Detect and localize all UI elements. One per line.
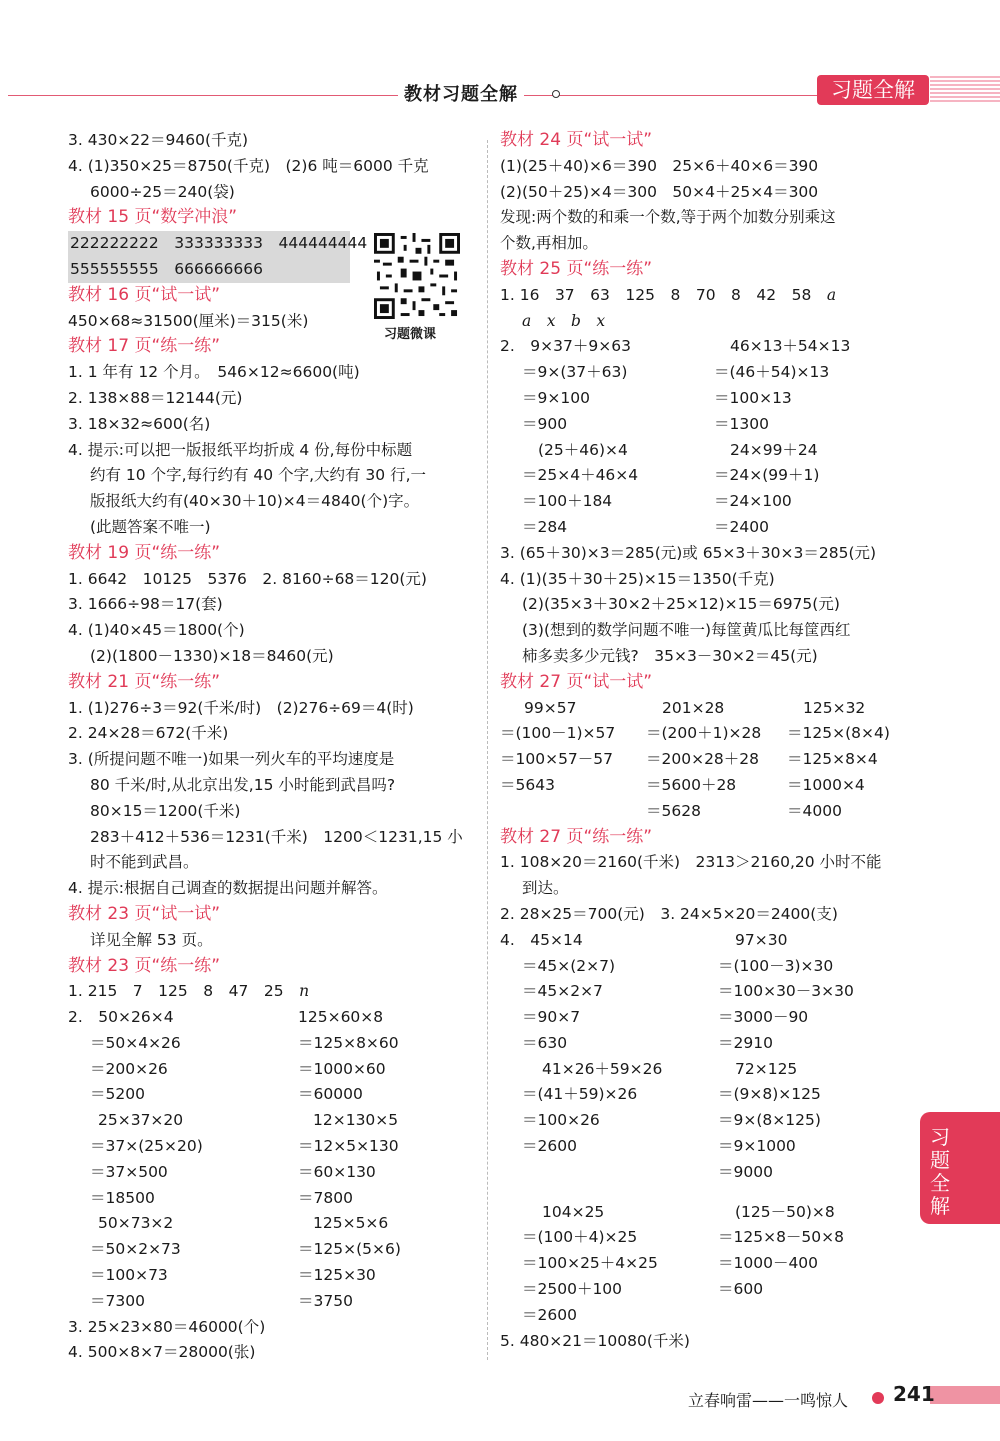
calc-row — [500, 1225, 910, 1251]
calc-right: ＝600 — [718, 1280, 764, 1299]
calc-left: ＝9×100 — [522, 388, 590, 407]
calc-row — [68, 1289, 478, 1315]
highlight-line: 555555555 666666666 — [68, 257, 350, 283]
calc-right: ＝100×30－3×30 — [718, 982, 854, 1001]
variable-n: n — [299, 982, 310, 1001]
answer-line: 1. 108×20＝2160(千米) 2313＞2160,20 小时不能 — [500, 853, 882, 872]
calc-row — [500, 463, 910, 489]
calc-row — [68, 1263, 478, 1289]
answer-line: 时不能到武昌。 — [90, 853, 199, 872]
calc-col1: ＝(100－1)×57 — [500, 724, 616, 743]
calc-row — [500, 1303, 910, 1329]
answer-line: 3. 18×32≈600(名) — [68, 414, 211, 433]
footer-bar — [930, 1386, 1000, 1404]
calc-right: ＝125×8－50×8 — [718, 1228, 845, 1247]
answer-line: 80×15＝1200(千米) — [90, 801, 241, 820]
variable-row: a x b x — [522, 311, 606, 330]
calc-row — [68, 1134, 478, 1160]
answer-line: 4. (1)350×25＝8750(千克) (2)6 吨＝6000 千克 — [68, 156, 429, 175]
answer-line — [68, 979, 478, 1005]
answer-line: 4. (1)(35＋30＋25)×15＝1350(千克) — [500, 569, 775, 588]
answer-line: 约有 10 个字,每行约有 40 个字,大约有 30 行,一 — [90, 466, 427, 485]
answer-line: (2)(1800－1330)×18＝8460(元) — [90, 646, 334, 665]
calc-right: ＝12×5×130 — [298, 1137, 399, 1156]
calc-row — [68, 1005, 478, 1031]
calc-left: ＝2600 — [522, 1137, 577, 1156]
answer-line — [500, 283, 910, 309]
section-heading: 教材 15 页“数学冲浪” — [68, 207, 238, 228]
calc-left: ＝37×500 — [90, 1162, 168, 1181]
calc-left: 2. 9×37＋9×63 — [500, 337, 631, 356]
answer-line: 4. 提示:根据自己调查的数据提出问题并解答。 — [68, 879, 388, 898]
section-heading: 教材 16 页“试一试” — [68, 284, 221, 305]
calc-right: 46×13＋54×13 — [730, 337, 851, 356]
answer-line: (1)(25＋40)×6＝390 25×6＋40×6＝390 — [500, 156, 819, 175]
answer-line: 3. (所提问题不唯一)如果一列火车的平均速度是 — [68, 750, 395, 769]
calc-left: ＝2600 — [522, 1305, 577, 1324]
calc-left: ＝7300 — [90, 1291, 145, 1310]
calc-right: ＝2400 — [714, 517, 769, 536]
calc-row — [68, 1031, 478, 1057]
answer-line: 发现:两个数的和乘一个数,等于两个加数分别乘这 — [500, 208, 836, 227]
calc-right: ＝1300 — [714, 414, 769, 433]
calc-row — [68, 1186, 478, 1212]
calc-row — [500, 386, 910, 412]
answer-text: 1. 215 7 125 8 47 25 — [68, 982, 284, 1001]
answer-line: 283＋412＋536＝1231(千米) 1200＜1231,15 小 — [90, 827, 463, 846]
answer-line: 450×68≈31500(厘米)＝315(米) — [68, 311, 309, 330]
answer-line: 3. 1666÷98＝17(套) — [68, 595, 223, 614]
calc-row — [500, 334, 910, 360]
calc-right: ＝24×(99＋1) — [714, 466, 820, 485]
calc-left: 2. 50×26×4 — [68, 1008, 174, 1027]
calc-row — [500, 799, 910, 825]
answer-line: 3. 430×22＝9460(千克) — [68, 131, 249, 149]
calc-right: 97×30 — [735, 930, 788, 949]
calc-row — [500, 721, 910, 747]
calc-row — [500, 773, 910, 799]
calc-right: ＝24×100 — [714, 492, 792, 511]
calc-right: ＝9000 — [718, 1162, 773, 1181]
answer-line: 到达。 — [522, 879, 569, 898]
calc-col3: ＝125×(8×4) — [787, 724, 890, 743]
answer-line: (2)(35×3＋30×2＋25×12)×15＝6975(元) — [522, 595, 840, 614]
answer-line: 版报纸大约有(40×30＋10)×4＝4840(个)字。 — [90, 492, 420, 511]
answer-line: 4. 提示:可以把一版报纸平均折成 4 份,每份中标题 — [68, 440, 413, 459]
header-dot-right — [552, 90, 560, 98]
calc-right: 125×60×8 — [298, 1008, 384, 1027]
calc-left: ＝9×(37＋63) — [522, 363, 628, 382]
calc-right: ＝60000 — [298, 1085, 363, 1104]
calc-left: ＝(41＋59)×26 — [522, 1085, 638, 1104]
calc-right: ＝7800 — [298, 1188, 353, 1207]
answer-line: (3)(想到的数学问题不唯一)每筐黄瓜比每筐西红 — [522, 621, 851, 640]
section-heading: 教材 21 页“练一练” — [68, 671, 221, 692]
answer-line: 1. (1)276÷3＝92(千米/时) (2)276÷69＝4(时) — [68, 698, 414, 717]
calc-left: ＝45×2×7 — [522, 982, 603, 1001]
answer-line: 2. 24×28＝672(千米) — [68, 724, 229, 743]
calc-row — [500, 1251, 910, 1277]
section-badge: 习题全解 — [817, 75, 929, 105]
answer-line: 4. 500×8×7＝28000(张) — [68, 1343, 256, 1362]
calc-left: ＝284 — [522, 517, 568, 536]
answer-line: (此题答案不唯一) — [90, 517, 211, 536]
section-heading: 教材 24 页“试一试” — [500, 130, 653, 150]
section-heading: 教材 27 页“试一试” — [500, 671, 653, 692]
footer-mark-icon — [872, 1392, 884, 1404]
calc-left: ＝18500 — [90, 1188, 155, 1207]
calc-right: ＝2910 — [718, 1033, 773, 1052]
calc-right: ＝125×(5×6) — [298, 1240, 401, 1259]
calc-row — [68, 1160, 478, 1186]
calc-col2: 201×28 — [662, 698, 725, 717]
section-heading: 教材 25 页“练一练” — [500, 258, 653, 279]
variable-a: a — [826, 285, 837, 304]
header-stripes — [930, 76, 1000, 104]
calc-left: ＝200×26 — [90, 1059, 168, 1078]
calc-row — [500, 954, 910, 980]
calc-col2: ＝5628 — [646, 801, 701, 820]
calc-row — [500, 489, 910, 515]
side-tab[interactable] — [920, 1112, 1000, 1224]
qr-caption: 习题微课 — [384, 327, 437, 342]
calc-col2: ＝200×28＋28 — [646, 750, 760, 769]
calc-col3: 125×32 — [803, 698, 866, 717]
calc-right: ＝9×1000 — [718, 1137, 796, 1156]
calc-left: (25＋46)×4 — [538, 440, 628, 459]
calc-row — [500, 1134, 910, 1160]
calc-left: ＝45×(2×7) — [522, 956, 616, 975]
calc-row — [500, 1057, 910, 1083]
calc-right: ＝(9×8)×125 — [718, 1085, 821, 1104]
calc-right: ＝1000×60 — [298, 1059, 386, 1078]
calc-row — [500, 1200, 910, 1226]
calc-col3: ＝1000×4 — [787, 775, 865, 794]
calc-col1: 99×57 — [524, 698, 577, 717]
calc-row — [500, 1108, 910, 1134]
answer-line: 详见全解 53 页。 — [90, 930, 213, 949]
calc-right: ＝(46＋54)×13 — [714, 363, 830, 382]
qr-code-icon[interactable] — [374, 233, 460, 319]
answer-line: 6000÷25＝240(袋) — [90, 182, 235, 201]
calc-row — [500, 696, 910, 722]
calc-row — [500, 1005, 910, 1031]
calc-col3: ＝4000 — [787, 801, 842, 820]
calc-col3: ＝125×8×4 — [787, 750, 878, 769]
calc-row — [68, 1082, 478, 1108]
calc-row — [500, 438, 910, 464]
section-heading: 教材 23 页“练一练” — [68, 955, 221, 976]
calc-right: ＝(100－3)×30 — [718, 956, 834, 975]
calc-right: ＝60×130 — [298, 1162, 376, 1181]
answer-line: 80 千米/时,从北京出发,15 小时能到武昌吗? — [90, 775, 396, 794]
answer-line: 个数,再相加。 — [500, 234, 598, 253]
calc-right: ＝100×13 — [714, 388, 792, 407]
answer-text: 1. 16 37 63 125 8 70 8 42 58 — [500, 285, 812, 304]
calc-left: ＝100×26 — [522, 1111, 600, 1130]
calc-right: ＝1000－400 — [718, 1254, 819, 1273]
answer-line: 5. 480×21＝10080(千米) — [500, 1331, 690, 1350]
answer-line: (2)(50＋25)×4＝300 50×4＋25×4＝300 — [500, 182, 819, 201]
calc-left: ＝100×25＋4×25 — [522, 1254, 658, 1273]
calc-right: ＝3750 — [298, 1291, 353, 1310]
column-divider — [487, 140, 488, 1360]
calc-left: ＝100＋184 — [522, 492, 613, 511]
calc-right: 72×125 — [735, 1059, 798, 1078]
calc-left: ＝630 — [522, 1033, 568, 1052]
calc-left: ＝5200 — [90, 1085, 145, 1104]
calc-row — [500, 1082, 910, 1108]
section-heading: 教材 19 页“练一练” — [68, 542, 221, 563]
calc-left: ＝900 — [522, 414, 568, 433]
answer-line: 3. (65＋30)×3＝285(元)或 65×3＋30×3＝285(元) — [500, 543, 877, 562]
calc-row — [500, 1277, 910, 1303]
calc-col1: ＝100×57－57 — [500, 750, 614, 769]
calc-left: 25×37×20 — [98, 1111, 184, 1130]
calc-row — [500, 928, 910, 954]
calc-left: 41×26＋59×26 — [542, 1059, 663, 1078]
calc-right: ＝9×(8×125) — [718, 1111, 821, 1130]
calc-left: ＝50×2×73 — [90, 1240, 181, 1259]
calc-right: (125－50)×8 — [735, 1202, 835, 1221]
calc-row — [68, 1108, 478, 1134]
answer-line: 柿多卖多少元钱? 35×3－30×2＝45(元) — [522, 646, 818, 665]
calc-left: ＝37×(25×20) — [90, 1137, 203, 1156]
calc-left: 104×25 — [542, 1202, 605, 1221]
answer-line: 1. 6642 10125 5376 2. 8160÷68＝120(元) — [68, 569, 427, 588]
highlight-line: 222222222 333333333 444444444 — [68, 231, 350, 257]
calc-col2: ＝(200＋1)×28 — [646, 724, 762, 743]
side-tab-label: 习题全解 — [930, 1125, 950, 1218]
section-heading: 教材 27 页“练一练” — [500, 826, 653, 847]
calc-right: 125×5×6 — [313, 1214, 389, 1233]
calc-left: ＝50×4×26 — [90, 1033, 181, 1052]
calc-row — [500, 360, 910, 386]
calc-left: ＝90×7 — [522, 1008, 581, 1027]
calc-left: 4. 45×14 — [500, 930, 583, 949]
calc-left: ＝100×73 — [90, 1266, 168, 1285]
calc-row — [500, 412, 910, 438]
calc-right: 12×130×5 — [313, 1111, 399, 1130]
calc-col1: ＝5643 — [500, 775, 555, 794]
calc-row — [500, 979, 910, 1005]
calc-right: 24×99＋24 — [730, 440, 818, 459]
calc-row — [68, 1057, 478, 1083]
answer-line: 4. (1)40×45＝1800(个) — [68, 621, 245, 640]
calc-row — [500, 1160, 910, 1186]
calc-left: ＝(100＋4)×25 — [522, 1228, 638, 1247]
section-heading: 教材 17 页“练一练” — [68, 336, 221, 357]
calc-right: ＝125×8×60 — [298, 1033, 399, 1052]
calc-row — [500, 1031, 910, 1057]
calc-col2: ＝5600＋28 — [646, 775, 737, 794]
footer-proverb: 立春响雷——一鸣惊人 — [688, 1391, 849, 1410]
calc-right: ＝125×30 — [298, 1266, 376, 1285]
calc-row — [500, 515, 910, 541]
calc-left — [500, 1163, 522, 1181]
page-number: 241 — [893, 1382, 935, 1406]
answer-line: 1. 1 年有 12 个月。 546×12≈6600(吨) — [68, 363, 360, 382]
calc-left: ＝2500＋100 — [522, 1280, 623, 1299]
calc-left: ＝25×4＋46×4 — [522, 466, 639, 485]
answer-line: 2. 138×88＝12144(元) — [68, 388, 243, 407]
answer-line: 3. 25×23×80＝46000(个) — [68, 1317, 266, 1336]
right-column — [500, 128, 910, 1354]
calc-row — [68, 1237, 478, 1263]
calc-row — [500, 747, 910, 773]
page-header-title: 教材习题全解 — [398, 80, 524, 106]
section-heading: 教材 23 页“试一试” — [68, 903, 221, 924]
answer-line: 2. 28×25＝700(元) 3. 24×5×20＝2400(支) — [500, 904, 838, 923]
calc-right: ＝3000－90 — [718, 1008, 809, 1027]
calc-row — [68, 1211, 478, 1237]
calc-left: 50×73×2 — [98, 1214, 174, 1233]
